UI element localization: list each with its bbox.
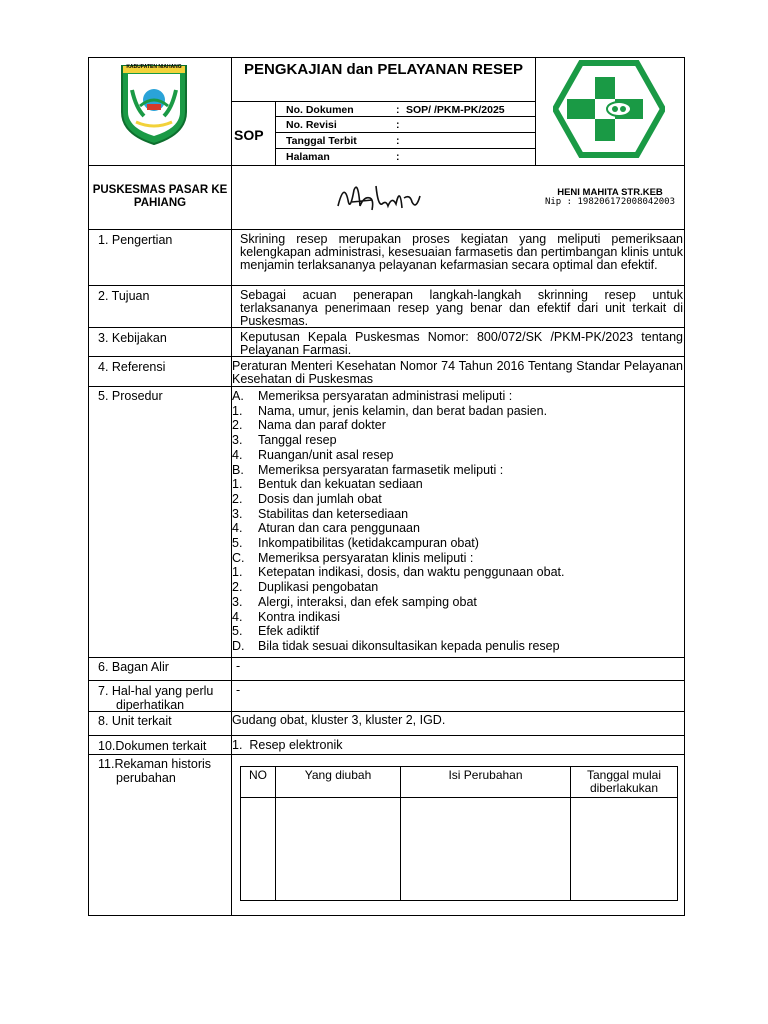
prosedur-item — [232, 492, 382, 507]
history-header-line — [240, 797, 678, 798]
prosedur-item-num: 3. — [232, 433, 243, 448]
prosedur-item-text: Duplikasi pengobatan — [258, 580, 379, 595]
prosedur-item — [232, 639, 560, 654]
prosedur-item-text: Inkompatibilitas (ketidakcampuran obat) — [258, 536, 479, 550]
history-col-yang-diubah: Yang diubah — [304, 768, 372, 782]
prosedur-item-num: 1. — [232, 403, 243, 418]
history-col-isi-perubahan: Isi Perubahan — [448, 768, 523, 782]
prosedur-item-num: 4. — [232, 521, 243, 536]
prosedur-item-num: 5. — [232, 624, 243, 639]
history-col-divider-2 — [400, 766, 401, 901]
meta-key-no-revisi: No. Revisi — [286, 119, 337, 131]
text-dokumen-terkait: 1. Resep elektronik — [232, 738, 343, 752]
prosedur-item-num: 2. — [232, 418, 243, 433]
prosedur-item-num: 3. — [232, 506, 243, 521]
prosedur-item-text: Stabilitas dan ketersediaan — [258, 506, 409, 521]
meta-key-tanggal-terbit: Tanggal Terbit — [286, 135, 357, 147]
prosedur-item-text: Nama dan paraf dokter — [258, 418, 386, 433]
prosedur-item-text: Efek adiktif — [258, 624, 320, 639]
header-right-divider — [535, 57, 536, 165]
label-hal-hal-2: diperhatikan — [116, 698, 185, 712]
head-nip: Nip : 198206172008042003 — [544, 197, 676, 207]
label-pengertian: 1. Pengertian — [98, 233, 173, 247]
head-name: HENI MAHITA STR.KEB — [557, 187, 663, 198]
document-title: PENGKAJIAN dan PELAYANAN RESEP — [244, 61, 523, 78]
text-kebijakan: Keputusan Kepala Puskesmas Nomor: 800/072/SK /PKM-PK/2023 tentang Pelayanan Farmasi. — [240, 330, 683, 357]
label-prosedur: 5. Prosedur — [98, 389, 163, 403]
prosedur-item-text: Tanggal resep — [258, 433, 337, 448]
prosedur-item — [232, 595, 477, 610]
prosedur-item-text: Bentuk dan kekuatan sediaan — [258, 477, 423, 492]
crest-banner-text: KABUPATEN NIAHANG — [126, 64, 182, 70]
meta-line-3 — [275, 148, 535, 149]
row-line-7 — [88, 711, 685, 712]
meta-sep-halaman: : — [396, 151, 400, 163]
org-name: PUSKESMAS PASAR KE PAHIANG — [92, 184, 228, 209]
prosedur-item — [232, 404, 547, 419]
prosedur-item — [232, 418, 386, 433]
puskesmas-logo-icon — [553, 59, 665, 159]
label-rekaman-2: perubahan — [116, 771, 176, 785]
prosedur-item — [232, 624, 319, 639]
label-kebijakan: 3. Kebijakan — [98, 331, 167, 345]
prosedur-item-text: Kontra indikasi — [258, 609, 340, 624]
label-rekaman-1: 11.Rekaman historis — [98, 757, 212, 771]
meta-line-1 — [275, 116, 535, 117]
prosedur-item-text: Dosis dan jumlah obat — [258, 491, 382, 506]
row-line-6 — [88, 680, 685, 681]
text-hal-hal: - — [236, 683, 241, 697]
prosedur-item — [232, 521, 420, 536]
row-line-3 — [88, 356, 685, 357]
prosedur-item-num: B. — [232, 462, 244, 477]
prosedur-item-num: D. — [232, 638, 245, 653]
prosedur-item — [232, 477, 423, 492]
prosedur-item-text: Memeriksa persyaratan administrasi meliputi : — [258, 389, 513, 403]
row-line-8 — [88, 735, 685, 736]
prosedur-item-num: 5. — [232, 536, 243, 550]
meta-sep-tanggal-terbit: : — [396, 135, 400, 147]
prosedur-item-num: 4. — [232, 447, 243, 462]
signature-icon — [332, 176, 430, 220]
regency-crest-icon — [114, 60, 194, 146]
prosedur-item-num: 1. — [232, 565, 243, 580]
prosedur-item-text: Memeriksa persyaratan klinis meliputi : — [258, 550, 474, 565]
label-dokumen-terkait: 10.Dokumen terkait — [98, 739, 207, 753]
sop-meta-divider — [275, 101, 276, 165]
history-col-tanggal: Tanggal mulai diberlakukan — [586, 768, 662, 795]
meta-key-no-dokumen: No. Dokumen — [286, 104, 354, 116]
history-col-divider-1 — [275, 766, 276, 901]
prosedur-item-num: 2. — [232, 580, 243, 595]
prosedur-item — [232, 507, 408, 522]
meta-sep-no-revisi: : — [396, 119, 400, 131]
label-bagan-alir: 6. Bagan Alir — [98, 660, 169, 674]
prosedur-item-text: Alergi, interaksi, dan efek samping obat — [258, 594, 477, 609]
prosedur-item-text: Memeriksa persyaratan farmasetik meliputi : — [258, 462, 504, 477]
signature-row-bottom-line — [88, 229, 685, 230]
row-line-5 — [88, 657, 685, 658]
prosedur-item-text: Nama, umur, jenis kelamin, dan berat badan pasien. — [258, 403, 548, 418]
text-tujuan: Sebagai acuan penerapan langkah-langkah skrinning resep untuk terlaksananya penerimaan resep yang benar dan efektif dari unit terkait di Puskesmas. — [240, 288, 683, 328]
meta-line-2 — [275, 132, 535, 133]
prosedur-item — [232, 463, 503, 478]
text-bagan-alir: - — [236, 659, 241, 673]
text-pengertian: Skrining resep merupakan proses kegiatan yang meliputi pemeriksaan kelengkapan administrasi, kesesuaian farmasetis dan pertimbangan klinis untuk menjamin terlaksananya pelayanan kefarmasian secara optimal dan efektif. — [240, 232, 683, 272]
row-line-2 — [88, 327, 685, 328]
prosedur-item — [232, 580, 378, 595]
label-referensi: 4. Referensi — [98, 360, 166, 374]
prosedur-item — [232, 551, 473, 566]
prosedur-item-num: 3. — [232, 594, 243, 609]
header-bottom-line — [88, 165, 685, 166]
prosedur-item — [232, 610, 340, 625]
prosedur-item-text: Ruangan/unit asal resep — [258, 447, 394, 462]
label-tujuan: 2. Tujuan — [98, 289, 150, 303]
prosedur-item-text: Bila tidak sesuai dikonsultasikan kepada penulis resep — [258, 638, 560, 653]
label-hal-hal-1: 7. Hal-hal yang perlu — [98, 684, 214, 698]
prosedur-item-num: A. — [232, 389, 244, 403]
prosedur-item-text: Aturan dan cara penggunaan — [258, 521, 420, 536]
prosedur-item-num: C. — [232, 550, 245, 565]
label-unit-terkait: 8. Unit terkait — [98, 714, 172, 728]
meta-key-halaman: Halaman — [286, 151, 330, 163]
prosedur-item — [232, 536, 479, 551]
prosedur-item — [232, 389, 512, 404]
row-line-9 — [88, 754, 685, 755]
meta-sep-no-dokumen: : — [396, 104, 400, 116]
row-line-4 — [88, 386, 685, 387]
history-col-no: NO — [249, 768, 267, 782]
prosedur-item-num: 1. — [232, 477, 243, 492]
prosedur-item — [232, 448, 394, 463]
prosedur-item — [232, 433, 337, 448]
sop-label: SOP — [234, 127, 264, 143]
prosedur-item-num: 4. — [232, 609, 243, 624]
title-bottom-line — [231, 101, 535, 102]
text-referensi: Peraturan Menteri Kesehatan Nomor 74 Tahun 2016 Tentang Standar Pelayanan Kesehatan di Puskesmas — [232, 359, 683, 386]
meta-value-no-dokumen: SOP/ /PKM-PK/2025 — [406, 104, 505, 116]
prosedur-item — [232, 565, 564, 580]
row-line-1 — [88, 285, 685, 286]
prosedur-item-num: 2. — [232, 491, 243, 506]
text-unit-terkait: Gudang obat, kluster 3, kluster 2, IGD. — [232, 713, 446, 727]
prosedur-item-text: Ketepatan indikasi, dosis, dan waktu penggunaan obat. — [258, 565, 565, 580]
